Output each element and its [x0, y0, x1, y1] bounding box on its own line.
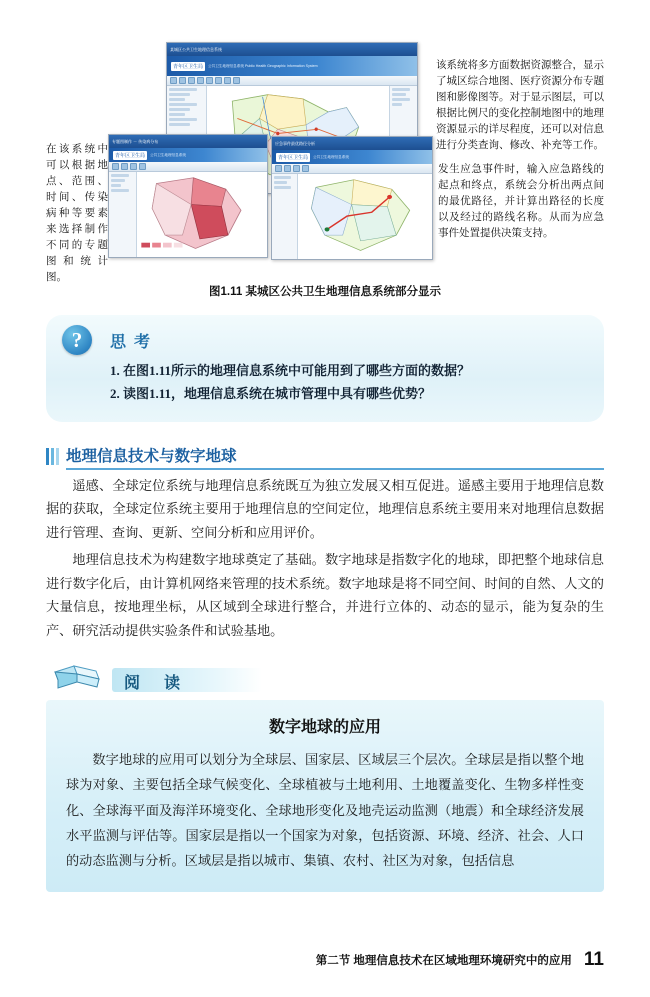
route-field[interactable] [274, 176, 291, 179]
window-titlebar [272, 137, 432, 150]
footer-section-label: 第二节 地理信息技术在区域地理环境研究中的应用 [315, 955, 572, 967]
reading-paragraph: 数字地球的应用可以划分为全球层、国家层、区域层三个层次。全球层是指以整个地球为对象、主要包括全球气候变化、全球植被与土地利用、土地覆盖变化、生物多样性变化、全球海平面及海洋环境变化、全球地形变化及地壳运动监测（地震）和全球经济发展水平监测与评估等。国家层是指以一个国家为对象，包括资源、环境、经济、社会、人口的动态监测与分析。区域层是指以城市、集镇、农村、社区为对象，包括信息 [66, 752, 584, 869]
think-title: 思 考 [110, 334, 153, 351]
window-titlebar [109, 135, 267, 148]
toolbar-icon-measure[interactable] [224, 77, 231, 84]
layer-item[interactable] [169, 113, 185, 116]
toolbar-icon-pan[interactable] [206, 77, 213, 84]
page-footer [46, 949, 604, 971]
attribute-row [392, 88, 410, 91]
toolbar-icon-legend[interactable] [139, 163, 146, 170]
app-logo: 青年区卫生局 [115, 152, 146, 159]
app-banner [109, 148, 267, 162]
layer-item[interactable] [169, 103, 197, 106]
toolbar-icon-save[interactable] [179, 77, 186, 84]
screenshot-thematic-map [108, 134, 268, 258]
app-banner [272, 150, 432, 164]
section-paragraph-1: 遥感、全球定位系统与地理信息系统既互为独立发展又相互促进。遥感主要用于地理信息数据的获取，全球定位系统主要用于地理信息的空间定位，地理信息系统主要用来对地理信息数据进行管理、查询、更新、空间分析和应用评价。 [46, 477, 604, 540]
annotation-right: 发生应急事件时，输入应急路线的起点和终点，系统会分析出两点间的最优路径，并计算出路径的长度以及经过的路线名称。从而为应急事件处置提供决策支持。 [438, 163, 604, 239]
think-question-2: 2. 读图1.11，地理信息系统在城市管理中具有哪些优势？ [110, 385, 432, 401]
reading-body [46, 700, 604, 892]
toolbar-icon-query[interactable] [215, 77, 222, 84]
layer-item[interactable] [169, 93, 190, 96]
think-box [46, 315, 604, 422]
question-mark-icon: ? [62, 325, 92, 355]
layer-item[interactable] [169, 123, 190, 126]
toolbar [109, 162, 267, 172]
layer-panel[interactable] [109, 172, 137, 258]
toolbar-icon-open[interactable] [170, 77, 177, 84]
toolbar-icon-filter[interactable] [121, 163, 128, 170]
layer-item[interactable] [169, 108, 190, 111]
layer-item[interactable] [111, 174, 129, 177]
think-question-1: 1. 在图1.11所示的地理信息系统中可能用到了哪些方面的数据？ [110, 363, 471, 378]
layer-item[interactable] [169, 98, 185, 101]
thematic-map-graphic [137, 172, 267, 258]
attribute-row [392, 93, 406, 96]
toolbar-icon-theme[interactable] [112, 163, 119, 170]
open-book-icon [52, 662, 102, 696]
window-body [272, 174, 432, 260]
textbook-page [0, 34, 650, 997]
screenshot-route-analysis [271, 136, 433, 260]
reading-label-text: 阅 读 [124, 675, 191, 692]
section-paragraph-2: 地理信息技术为构建数字地球奠定了基础。数字地球是指数字化的地球，即把整个地球信息进行数字化后，由计算机网络来管理的技术系统。数字地球是将不同空间、时间的自然、人文的大量信息，按地理坐标，从区域到全球进行整合，并进行立体的、动态的显示，能为复杂的生产、研究活动提供实验条件和试验基地。 [46, 552, 604, 638]
app-banner-text: 公共卫生地理信息系统 [313, 154, 349, 159]
route-field[interactable] [274, 186, 291, 189]
route-map-graphic [298, 174, 432, 260]
layer-item[interactable] [111, 179, 125, 182]
layer-item[interactable] [111, 189, 129, 192]
section-title: 地理信息技术与数字地球 [66, 444, 604, 470]
window-title: 应急事件最优路径分析 [275, 140, 315, 146]
annotation-left: 在该系统中可以根据地点、范围、时间、传染病种等要素来选择制作不同的专题图和统计图。 [46, 143, 108, 283]
page-number: 11 [583, 949, 604, 970]
window-body [109, 172, 267, 258]
window-title: 某城区公共卫生地理信息系统 [170, 46, 222, 52]
map-canvas[interactable] [137, 172, 267, 258]
toolbar-icon-print[interactable] [233, 77, 240, 84]
toolbar [167, 76, 417, 86]
figure-1-11 [46, 34, 604, 299]
app-logo: 青年区卫生局 [173, 63, 204, 70]
window-titlebar [167, 43, 417, 56]
figure-caption: 图1.11 某城区公共卫生地理信息系统部分显示 [209, 286, 441, 298]
toolbar [272, 164, 432, 174]
attribute-row [392, 98, 410, 101]
layer-item[interactable] [169, 118, 197, 121]
toolbar-icon-zoom-out[interactable] [197, 77, 204, 84]
window-title: 专题图制作 － 传染病分布 [112, 138, 159, 144]
route-panel[interactable] [272, 174, 298, 260]
toolbar-icon-zoom-in[interactable] [188, 77, 195, 84]
section-heading [46, 444, 604, 470]
reading-label [112, 668, 262, 692]
reading-header [46, 660, 604, 704]
heading-bars-icon [46, 448, 59, 465]
reading-title: 数字地球的应用 [268, 719, 381, 736]
toolbar-icon-chart[interactable] [130, 163, 137, 170]
map-canvas[interactable] [298, 174, 432, 260]
route-field[interactable] [274, 181, 287, 184]
toolbar-icon-start-point[interactable] [275, 165, 282, 172]
annotation-top-right: 该系统将多方面数据资源整合，显示了城区综合地图、医疗资源分布专题图和影像图等。对于显示图层，可以根据比例尺的变化控制地图中的地理资源显示的详尽程度，还可以对信息进行分类查询、修改、补充等工作。 [436, 59, 604, 151]
layer-item[interactable] [169, 88, 197, 91]
toolbar-icon-route[interactable] [293, 165, 300, 172]
toolbar-icon-end-point[interactable] [284, 165, 291, 172]
app-banner-text: 公共卫生地理信息系统 [150, 152, 186, 157]
app-banner [167, 56, 417, 76]
layer-item[interactable] [111, 184, 121, 187]
attribute-row [392, 103, 402, 106]
app-banner-text: 公共卫生地理信息系统 Public Health Geographic Information System [208, 63, 318, 68]
toolbar-icon-clear[interactable] [302, 165, 309, 172]
app-logo: 青年区卫生局 [278, 154, 309, 161]
